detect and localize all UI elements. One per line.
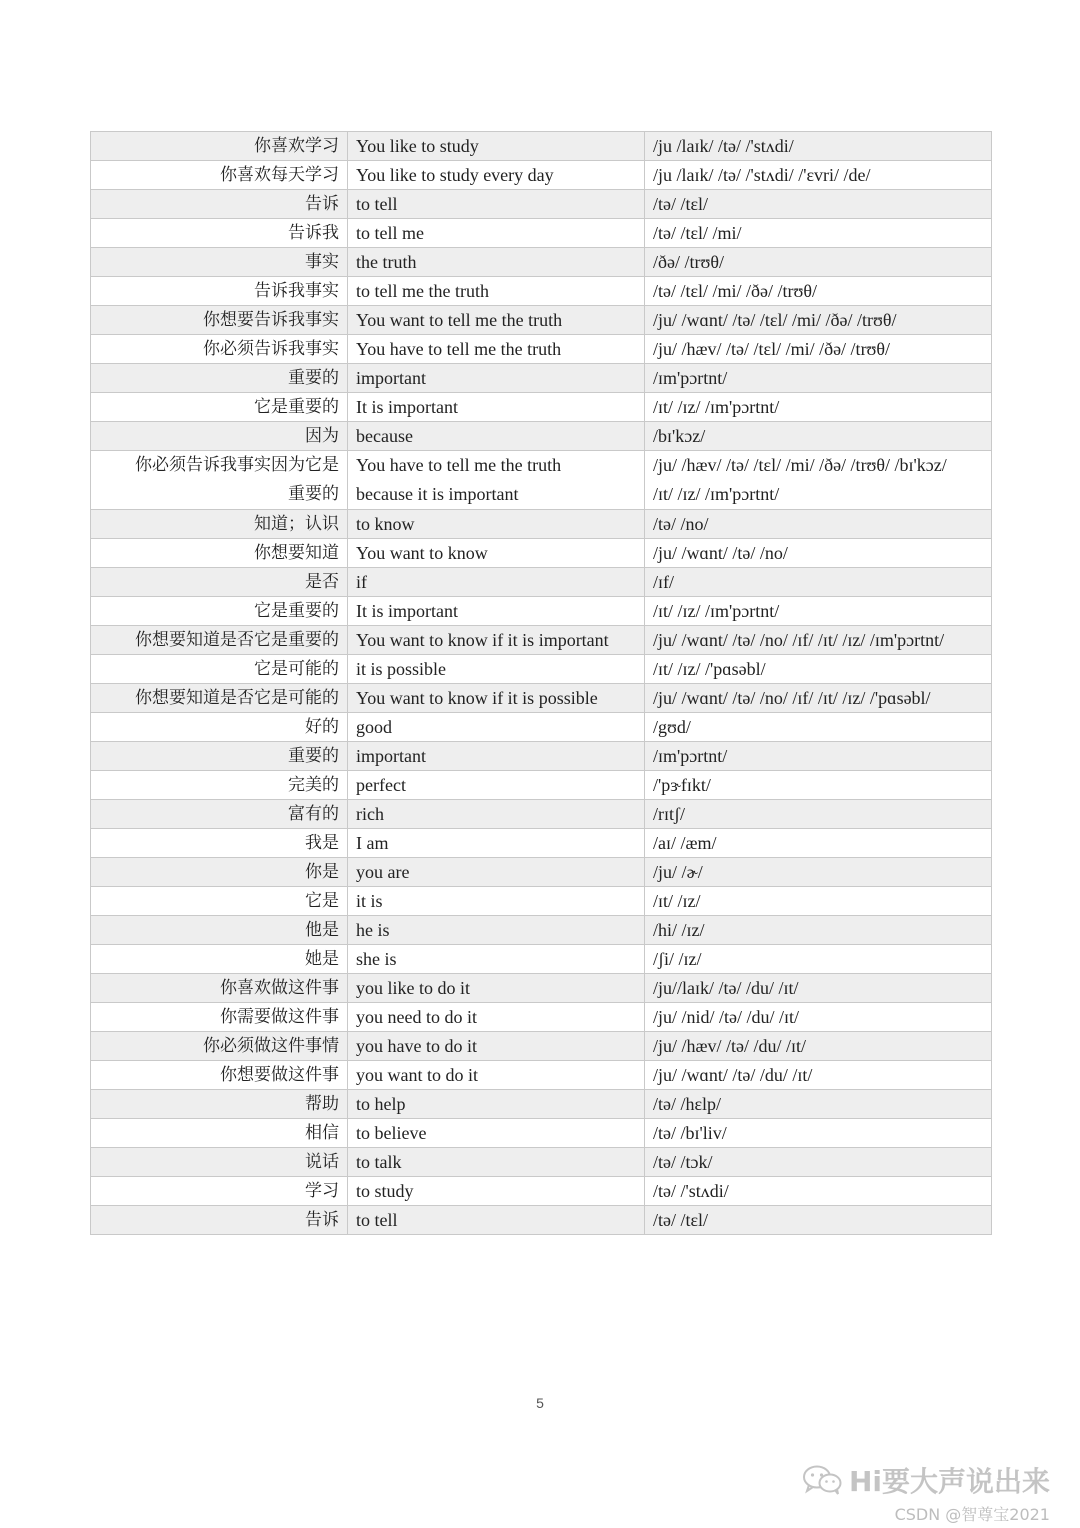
table-row: [91, 1177, 992, 1206]
english-cell: it is: [348, 887, 645, 916]
chinese-cell: 完美的: [91, 771, 348, 800]
phonetic-cell: /ðə/ /trʊθ/: [645, 248, 992, 277]
table-row: [91, 219, 992, 248]
table-row: [91, 742, 992, 771]
table-row: [91, 568, 992, 597]
english-cell: you have to do it: [348, 1032, 645, 1061]
phonetic-cell: /ju/ /wɑnt/ /tə/ /no/ /ɪf/ /ɪt/ /ɪz/ /ɪm'pɔrtnt/: [645, 626, 992, 655]
english-cell: to talk: [348, 1148, 645, 1177]
english-cell: You have to tell me the truth: [348, 335, 645, 364]
table-row: [91, 829, 992, 858]
phonetic-cell: /'pɝfɪkt/: [645, 771, 992, 800]
table-row: [91, 1206, 992, 1235]
phonetic-cell-line: /ɪt/ /ɪz/ /ɪm'pɔrtnt/: [653, 484, 780, 504]
table-row: [91, 393, 992, 422]
chinese-cell: 你是: [91, 858, 348, 887]
table-row: [91, 277, 992, 306]
english-cell: to help: [348, 1090, 645, 1119]
table-row: [91, 132, 992, 161]
phonetic-cell: /tə/ /tɛl/: [645, 190, 992, 219]
phonetic-cell: /ɪm'pɔrtnt/: [645, 742, 992, 771]
chinese-cell: 帮助: [91, 1090, 348, 1119]
english-cell: You want to know: [348, 539, 645, 568]
chinese-cell: 你喜欢学习: [91, 132, 348, 161]
phonetic-cell: /tə/ /bɪ'liv/: [645, 1119, 992, 1148]
english-cell: It is important: [348, 393, 645, 422]
phonetic-cell: /ju/ /wɑnt/ /tə/ /no/: [645, 539, 992, 568]
chinese-cell: 相信: [91, 1119, 348, 1148]
english-cell: the truth: [348, 248, 645, 277]
chinese-cell: 你必须做这件事情: [91, 1032, 348, 1061]
table-row: [91, 1003, 992, 1032]
chinese-cell-line: 重要的: [288, 484, 339, 504]
chinese-cell: 知道；认识: [91, 510, 348, 539]
chinese-cell: 说话: [91, 1148, 348, 1177]
table-row: [91, 626, 992, 655]
phonetic-cell: [645, 451, 992, 510]
table-row: [91, 364, 992, 393]
english-cell: to tell me the truth: [348, 277, 645, 306]
watermark: [801, 1460, 1050, 1525]
phonetic-cell: /rɪtʃ/: [645, 800, 992, 829]
english-cell: to tell me: [348, 219, 645, 248]
phonetic-cell: /ju/ /wɑnt/ /tə/ /tɛl/ /mi/ /ðə/ /trʊθ/: [645, 306, 992, 335]
phonetic-cell: /ju /laɪk/ /tə/ /'stʌdi/: [645, 132, 992, 161]
phonetic-cell: /ju/ /nid/ /tə/ /du/ /ɪt/: [645, 1003, 992, 1032]
phonetic-cell: /ju/ /wɑnt/ /tə/ /no/ /ɪf/ /ɪt/ /ɪz/ /'pɑsəbl/: [645, 684, 992, 713]
phonetic-cell: /ju/ /hæv/ /tə/ /tɛl/ /mi/ /ðə/ /trʊθ/: [645, 335, 992, 364]
chinese-cell: 重要的: [91, 364, 348, 393]
phonetic-cell: /bɪ'kɔz/: [645, 422, 992, 451]
chinese-cell: 学习: [91, 1177, 348, 1206]
phonetic-cell: /ɪf/: [645, 568, 992, 597]
table-row: [91, 713, 992, 742]
english-cell: he is: [348, 916, 645, 945]
phonetic-cell: /ju/ /hæv/ /tə/ /du/ /ɪt/: [645, 1032, 992, 1061]
phonetic-cell: /tə/ /hɛlp/: [645, 1090, 992, 1119]
watermark-brand-row: [801, 1460, 1050, 1500]
chinese-cell: 它是: [91, 887, 348, 916]
phonetic-cell: /ɪt/ /ɪz/ /ɪm'pɔrtnt/: [645, 393, 992, 422]
chinese-cell: 你喜欢每天学习: [91, 161, 348, 190]
table-row: [91, 655, 992, 684]
english-cell: You like to study: [348, 132, 645, 161]
phonetic-cell: /hi/ /ɪz/: [645, 916, 992, 945]
english-cell: you are: [348, 858, 645, 887]
english-cell: rich: [348, 800, 645, 829]
chinese-cell: 告诉: [91, 190, 348, 219]
english-cell: You want to know if it is important: [348, 626, 645, 655]
english-cell: you want to do it: [348, 1061, 645, 1090]
table-row: [91, 887, 992, 916]
chinese-cell: 我是: [91, 829, 348, 858]
english-cell: You like to study every day: [348, 161, 645, 190]
watermark-csdn: CSDN @智尊宝2021: [894, 1505, 1050, 1524]
chinese-cell: 它是可能的: [91, 655, 348, 684]
english-cell: to know: [348, 510, 645, 539]
chinese-cell: 是否: [91, 568, 348, 597]
phonetic-cell: /tə/ /tɛl/ /mi/: [645, 219, 992, 248]
chinese-cell: 你必须告诉我事实: [91, 335, 348, 364]
phonetic-cell: /tə/ /'stʌdi/: [645, 1177, 992, 1206]
english-cell: You want to tell me the truth: [348, 306, 645, 335]
chinese-cell: 告诉我事实: [91, 277, 348, 306]
chinese-cell: 好的: [91, 713, 348, 742]
vocabulary-table-body: [91, 132, 992, 1235]
phonetic-cell: /ɪt/ /ɪz/ /'pɑsəbl/: [645, 655, 992, 684]
chinese-cell: 它是重要的: [91, 597, 348, 626]
chinese-cell: 重要的: [91, 742, 348, 771]
english-cell: It is important: [348, 597, 645, 626]
english-cell-line: because it is important: [356, 484, 519, 504]
chinese-cell: 你想要知道是否它是可能的: [91, 684, 348, 713]
english-cell-line: You have to tell me the truth: [356, 455, 562, 475]
table-row: [91, 1032, 992, 1061]
chinese-cell: 你想要知道: [91, 539, 348, 568]
table-row: [91, 945, 992, 974]
table-row: [91, 451, 992, 510]
english-cell: You want to know if it is possible: [348, 684, 645, 713]
chinese-cell: 他是: [91, 916, 348, 945]
phonetic-cell: /ɪt/ /ɪz/: [645, 887, 992, 916]
phonetic-cell: /ju//laɪk/ /tə/ /du/ /ɪt/: [645, 974, 992, 1003]
table-row: [91, 1090, 992, 1119]
table-row: [91, 161, 992, 190]
english-cell: [348, 451, 645, 510]
english-cell: important: [348, 742, 645, 771]
english-cell: because: [348, 422, 645, 451]
chinese-cell: 你想要做这件事: [91, 1061, 348, 1090]
table-row: [91, 422, 992, 451]
table-row: [91, 306, 992, 335]
english-cell: I am: [348, 829, 645, 858]
chinese-cell: 你想要知道是否它是重要的: [91, 626, 348, 655]
phonetic-cell-line: /ju/ /hæv/ /tə/ /tɛl/ /mi/ /ðə/ /trʊθ/ /bɪ'kɔz/: [653, 455, 947, 475]
chinese-cell-line: 你必须告诉我事实因为它是: [135, 455, 339, 475]
chinese-cell: [91, 451, 348, 510]
english-cell: she is: [348, 945, 645, 974]
table-row: [91, 1148, 992, 1177]
chinese-cell: 你想要告诉我事实: [91, 306, 348, 335]
english-cell: to tell: [348, 1206, 645, 1235]
chinese-cell: 告诉我: [91, 219, 348, 248]
phonetic-cell: /ju /laɪk/ /tə/ /'stʌdi/ /'ɛvri/ /de/: [645, 161, 992, 190]
watermark-brand: Hi要大声说出来: [848, 1465, 1050, 1498]
table-row: [91, 335, 992, 364]
vocabulary-table: [90, 131, 992, 1235]
english-cell: important: [348, 364, 645, 393]
english-cell: perfect: [348, 771, 645, 800]
english-cell: you need to do it: [348, 1003, 645, 1032]
chinese-cell: 因为: [91, 422, 348, 451]
chinese-cell: 你需要做这件事: [91, 1003, 348, 1032]
chinese-cell: 告诉: [91, 1206, 348, 1235]
phonetic-cell: /tə/ /tɛl/: [645, 1206, 992, 1235]
chinese-cell: 你喜欢做这件事: [91, 974, 348, 1003]
table-row: [91, 1119, 992, 1148]
phonetic-cell: /tə/ /tɔk/: [645, 1148, 992, 1177]
english-cell: if: [348, 568, 645, 597]
english-cell: it is possible: [348, 655, 645, 684]
table-row: [91, 1061, 992, 1090]
phonetic-cell: /tə/ /tɛl/ /mi/ /ðə/ /trʊθ/: [645, 277, 992, 306]
table-row: [91, 771, 992, 800]
chinese-cell: 它是重要的: [91, 393, 348, 422]
chinese-cell: 事实: [91, 248, 348, 277]
table-row: [91, 597, 992, 626]
table-row: [91, 800, 992, 829]
phonetic-cell: /ɪt/ /ɪz/ /ɪm'pɔrtnt/: [645, 597, 992, 626]
phonetic-cell: /ju/ /ɚ/: [645, 858, 992, 887]
table-row: [91, 539, 992, 568]
english-cell: you like to do it: [348, 974, 645, 1003]
table-row: [91, 974, 992, 1003]
table-row: [91, 684, 992, 713]
phonetic-cell: /aɪ/ /æm/: [645, 829, 992, 858]
english-cell: to tell: [348, 190, 645, 219]
table-row: [91, 858, 992, 887]
table-row: [91, 916, 992, 945]
wechat-icon: [801, 1464, 843, 1496]
english-cell: to believe: [348, 1119, 645, 1148]
page-number: 5: [536, 1395, 544, 1411]
phonetic-cell: /ju/ /wɑnt/ /tə/ /du/ /ɪt/: [645, 1061, 992, 1090]
table-row: [91, 510, 992, 539]
chinese-cell: 她是: [91, 945, 348, 974]
table-row: [91, 248, 992, 277]
chinese-cell: 富有的: [91, 800, 348, 829]
phonetic-cell: /ʃi/ /ɪz/: [645, 945, 992, 974]
english-cell: to study: [348, 1177, 645, 1206]
phonetic-cell: /tə/ /no/: [645, 510, 992, 539]
table-row: [91, 190, 992, 219]
phonetic-cell: /ɪm'pɔrtnt/: [645, 364, 992, 393]
phonetic-cell: /gʊd/: [645, 713, 992, 742]
english-cell: good: [348, 713, 645, 742]
